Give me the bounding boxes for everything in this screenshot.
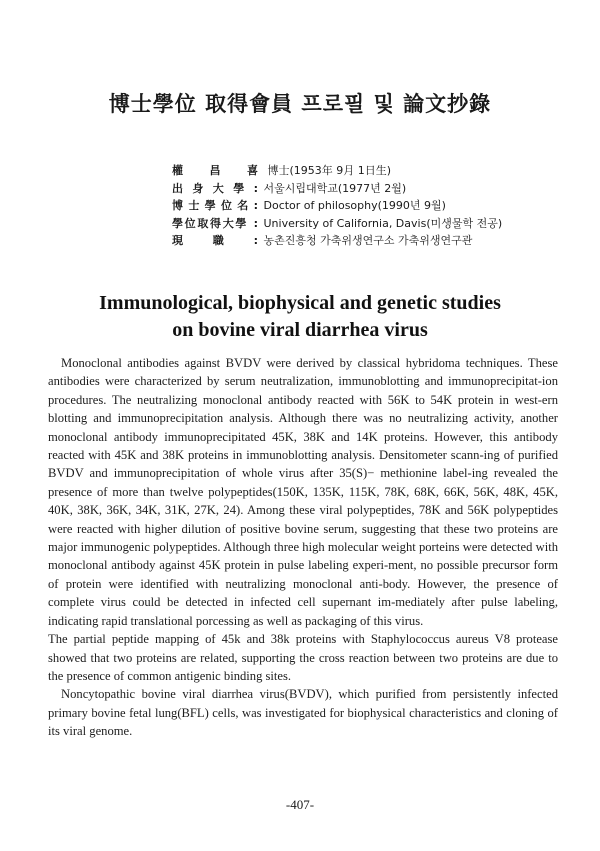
profile-label: 現 職 : — [172, 234, 258, 247]
profile-label: 學位取得大學 : — [172, 216, 258, 230]
paper-title — [0, 290, 600, 344]
abstract-paragraph-2: The partial peptide mapping of 45k and 38k proteins with Staphylococcus aureus V8 protease showed that two proteins are related, supporting the cross reaction between two proteins are due to the presence of common antigenic binding sites. — [48, 632, 558, 683]
member-profile — [172, 162, 572, 250]
profile-name-row — [172, 162, 572, 180]
abstract-paragraph-1: Monoclonal antibodies against BVDV were derived by classical hybridoma techniques. These antibodies were characterized by serum neutralization, immunoblotting and immunoprecipitat-ion procedures. The neutralizing monoclonal antibody reacted with 56K to 54K protein in west-ern blotting and immunoprecipitation analysis. Although there was no neutralizing activity, another monoclonal antibody immunoprecipitated 45K, 38K and 14K proteins. However, this antibody reacted with 45K and 38K proteins in immunoblotting analysis. Densitometer scann-ing of purified BVDV and immunoprecipitation of whole virus after 35(S)− methionine label-ing revealed the presence of more than twelve polypeptides(150K, 135K, 115K, 78K, 68K, 66K, 56K, 48K, 45K, 40K, 38K, 36K, 34K, 31K, 27K, 24). Among these viral polypeptides, 78K and 56K polypeptides were reacted with higher dilution of positive bovine serum, suggesting that these two proteins are major immunogenic polypeptides. Although three high molecular weight porteins were detected with monoclonal antibody against 45K protein in pulse labeling experi-ment, no possible precursor form of protein were identified with neutralizing monoclonal anti-body. However, the presence of complete virus could be detected in infected cell supernant im-mediately after pulse labeling, indicating rapid translational porcessing as well as packaging of this virus. — [48, 356, 558, 628]
abstract-paragraph-3: Noncytopathic bovine viral diarrhea virus(BVDV), which purified from persistently infected primary bovine fetal lung(BFL) cells, was investigated for biophysical characteristics and cloning of its viral genome. — [48, 687, 558, 739]
profile-name: 權 昌 喜 — [172, 164, 258, 177]
profile-value: 서울시립대학교(1977년 2월) — [263, 181, 407, 195]
profile-value: 농촌진흥청 가축위생연구소 가축위생연구관 — [263, 234, 473, 247]
profile-name-value: 博士(1953年 9月 1日生) — [267, 164, 392, 177]
profile-label: 出 身 大 學 : — [172, 181, 258, 195]
paper-title-line2: on bovine viral diarrhea virus — [172, 319, 428, 341]
profile-value: University of California, Davis(미생물학 전공) — [263, 216, 503, 230]
section-header-title: 博士學位 取得會員 프로필 및 論文抄錄 — [108, 92, 492, 116]
abstract-body — [48, 354, 558, 741]
profile-value: Doctor of philosophy(1990년 9월) — [263, 199, 446, 212]
profile-row-current-position — [172, 232, 572, 250]
profile-row-university — [172, 180, 572, 198]
profile-label: 博 士 學 位 名 : — [172, 199, 258, 212]
profile-row-degree-university — [172, 215, 572, 233]
profile-row-degree — [172, 197, 572, 215]
paper-title-line1: Immunological, biophysical and genetic studies — [99, 292, 501, 314]
page-number: -407- — [285, 797, 315, 812]
